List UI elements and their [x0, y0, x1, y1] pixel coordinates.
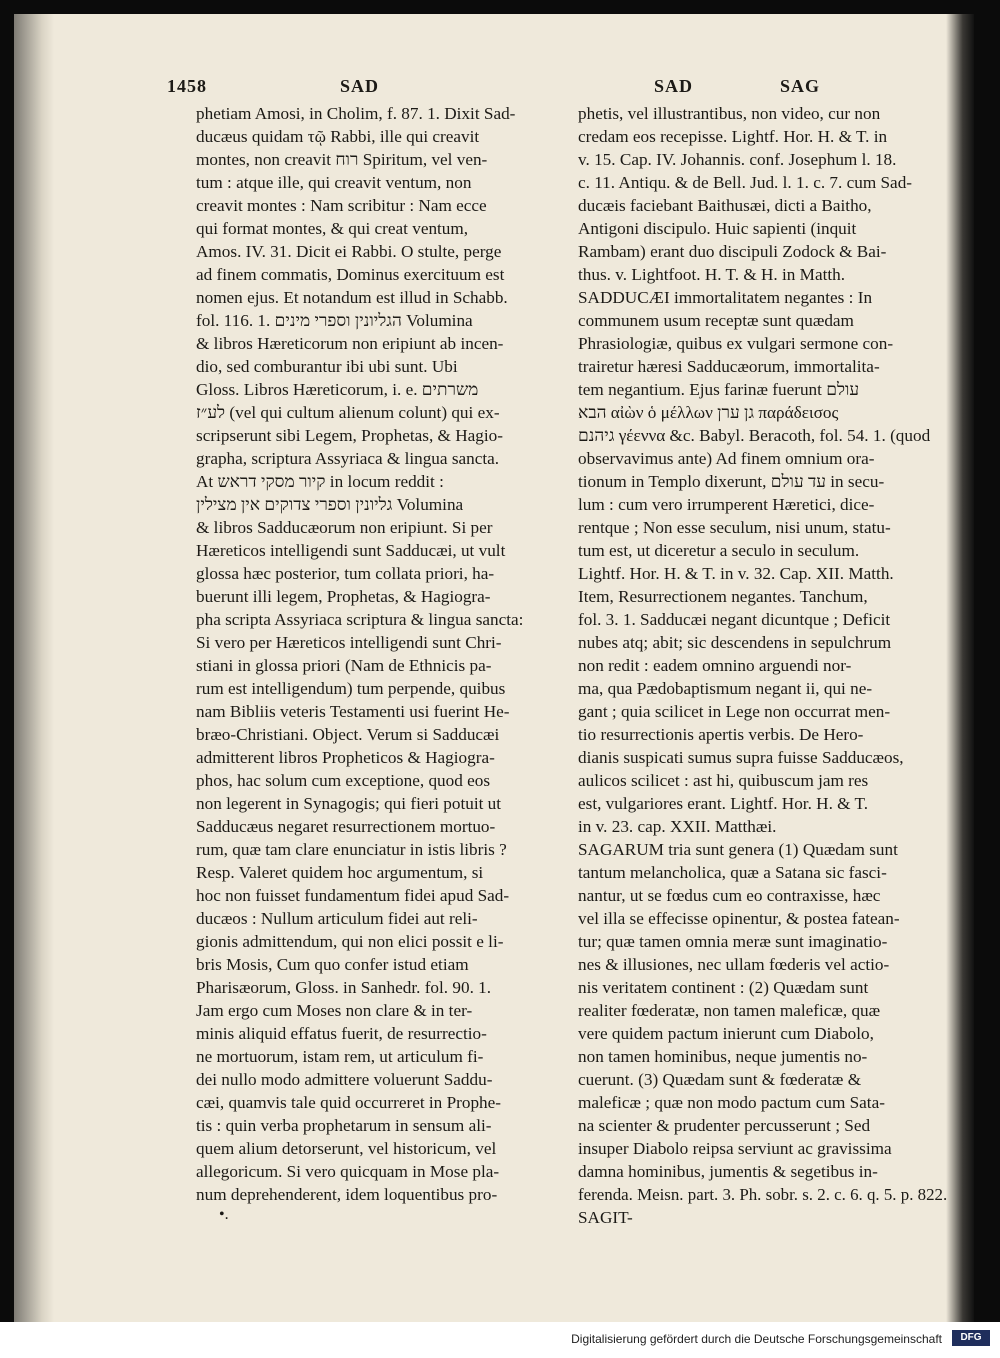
text-line: minis aliquid effatus fuerit, de resurrectio-	[196, 1024, 487, 1043]
text-line: bris Mosis, Cum quo confer istud etiam	[196, 955, 469, 974]
right-text-column	[578, 102, 950, 1229]
text-line: allegoricum. Si vero quicquam in Mose pla-	[196, 1162, 500, 1181]
page-gutter-shadow	[14, 14, 54, 1322]
text-line: realiter fœderatæ, non tamen maleficæ, quæ	[578, 1001, 881, 1020]
text-line: nubes atq; abit; sic descendens in sepulchrum	[578, 633, 892, 652]
text-line: הבא αἰὼν ὁ μέλλων גן ערן παράδεισος	[578, 403, 839, 422]
book-page	[14, 14, 974, 1322]
text-line: non redit : eadem omnino arguendi nor-	[578, 656, 852, 675]
text-line: nis veritatem continent : (2) Quædam sunt	[578, 978, 869, 997]
left-running-head: SAD	[340, 76, 380, 96]
text-line: vere quidem pactum inierunt cum Diabolo,	[578, 1024, 874, 1043]
page-number: 1458	[167, 76, 207, 96]
text-line: scripserunt sibi Legem, Prophetas, & Hagio-	[196, 426, 503, 445]
text-line: rum est intelligendum) tum perpende, quibus	[196, 679, 506, 698]
text-line: stiani in glossa priori (Nam de Ethnicis pa-	[196, 656, 492, 675]
text-line: nes & illusiones, nec ullam fœderis vel actio-	[578, 955, 890, 974]
text-line: Sadducæus negaret resurrectionem mortuo-	[196, 817, 496, 836]
text-line: gant ; quia scilicet in Lege non occurrat men-	[578, 702, 891, 721]
text-line: Lightf. Hor. H. & T. in v. 32. Cap. XII. Matth.	[578, 564, 894, 583]
text-line: glossa hæc posterior, tum collata priori, ha-	[196, 564, 495, 583]
printer-mark: •.	[219, 1206, 229, 1223]
text-line: Antigoni discipulo. Huic sapienti (inquit	[578, 219, 857, 238]
text-line: phos, hac solum cum exceptione, quod eos	[196, 771, 491, 790]
dfg-logo: DFG	[952, 1330, 990, 1346]
text-line: SAGARUM tria sunt genera (1) Quædam sunt	[578, 840, 898, 859]
text-line: Item, Resurrectionem negantes. Tanchum,	[578, 587, 868, 606]
text-line: Rambam) erant duo discipuli Zodock & Bai-	[578, 242, 887, 261]
text-line: rentque ; Non esse seculum, nisi unum, statu-	[578, 518, 891, 537]
text-line: tantum melancholica, quæ a Satana sic fasci-	[578, 863, 887, 882]
text-line: tur; quæ tamen omnia meræ sunt imaginatio-	[578, 932, 888, 951]
text-line: observavimus ante) Ad finem omnium ora-	[578, 449, 875, 468]
text-line: montes, non creavit רוח Spiritum, vel ven-	[196, 150, 488, 169]
text-line: tum est, ut diceretur a seculo in seculum.	[578, 541, 860, 560]
text-line: v. 15. Cap. IV. Johannis. conf. Josephum l. 18.	[578, 150, 897, 169]
text-line: quem alium detorserunt, vel historicum, vel	[196, 1139, 497, 1158]
text-line: לע״ז (vel qui cultum alienum colunt) qui ex-	[196, 403, 500, 422]
text-line: tum : atque ille, qui creavit ventum, non	[196, 173, 472, 192]
text-line: cuerunt. (3) Quædam sunt & fœderatæ &	[578, 1070, 862, 1089]
text-line: גיהנם γέεννα &c. Babyl. Beracoth, fol. 54. 1. (quod	[578, 426, 931, 445]
text-line: num deprehenderent, idem loquentibus pro-	[196, 1185, 498, 1204]
text-line: SAGIT-	[578, 1208, 633, 1227]
text-line: ducæis faciebant Baithusæi, dicti a Baitho,	[578, 196, 872, 215]
text-line: Pharisæorum, Gloss. in Sanhedr. fol. 90. 1.	[196, 978, 492, 997]
text-line: fol. 3. 1. Sadducæi negant dicuntque ; Deficit	[578, 610, 891, 629]
text-line: insuper Diabolo reipsa serviunt ac gravissima	[578, 1139, 892, 1158]
text-line: Phrasiologiæ, quibus ex vulgari sermone con-	[578, 334, 894, 353]
text-line: est, vulgariores erant. Lightf. Hor. H. & T.	[578, 794, 869, 813]
text-line: & libros Hæreticorum non eripiunt ab incen-	[196, 334, 504, 353]
text-line: buerunt illi legem, Prophetas, & Hagiogra-	[196, 587, 491, 606]
text-line: admitterent libros Propheticos & Hagiogra-	[196, 748, 495, 767]
text-line: Hæreticos intelligendi sunt Sadducæi, ut vult	[196, 541, 506, 560]
text-line: rum, quæ tam clare enunciatur in istis libris ?	[196, 840, 507, 859]
text-line: maleficæ ; quæ non modo pactum cum Sata-	[578, 1093, 885, 1112]
text-line: ne mortuorum, istam rem, ut articulum fi-	[196, 1047, 484, 1066]
text-line: phetis, vel illustrantibus, non video, cur non	[578, 104, 881, 123]
text-line: grapha, scriptura Assyriaca & lingua sancta.	[196, 449, 500, 468]
text-line: fol. 116. 1. הגליונין וספרי מינים Volumina	[196, 311, 473, 330]
right-running-head-2: SAG	[780, 76, 821, 96]
text-line: ferenda. Meisn. part. 3. Ph. sobr. s. 2. c. 6. q. 5. p. 822.	[578, 1185, 948, 1204]
text-line: phetiam Amosi, in Cholim, f. 87. 1. Dixit Sad-	[196, 104, 516, 123]
text-line: cæi, quamvis tale quid occurreret in Prophe-	[196, 1093, 501, 1112]
footer-credit: Digitalisierung gefördert durch die Deutsche Forschungsgemeinschaft	[571, 1332, 942, 1346]
text-line: ducæos : Nullum articulum fidei aut reli-	[196, 909, 478, 928]
text-line: lum : cum vero irrumperent Hæretici, dice-	[578, 495, 875, 514]
text-line: Jam ergo cum Moses non clare & in ter-	[196, 1001, 473, 1020]
text-line: aulicos scilicet : ast hi, quibuscum jam res	[578, 771, 869, 790]
text-line: Resp. Valeret quidem hoc argumentum, si	[196, 863, 484, 882]
text-line: ma, qua Pædobaptismum negant ii, qui ne-	[578, 679, 873, 698]
text-line: tionum in Templo dixerunt, עד עולם in secu-	[578, 472, 885, 491]
left-text-column	[196, 102, 552, 1206]
text-line: nam Bibliis veteris Testamenti usi fuerint He-	[196, 702, 510, 721]
text-line: At קיור מסקי דראש in locum reddit :	[196, 472, 444, 491]
text-line: non tamen hominibus, neque jumentis no-	[578, 1047, 868, 1066]
text-line: & libros Sadducæorum non eripiunt. Si per	[196, 518, 493, 537]
text-line: gionis admittendum, qui non elici possit e li-	[196, 932, 504, 951]
text-line: tem negantium. Ejus farinæ fuerunt עולם	[578, 380, 860, 399]
text-line: in v. 23. cap. XXII. Matthæi.	[578, 817, 777, 836]
text-line: Amos. IV. 31. Dicit ei Rabbi. O stulte, perge	[196, 242, 502, 261]
text-line: גליונין וספרי צדוקים אין מצילין Volumina	[196, 495, 464, 514]
digitization-footer	[0, 1322, 1000, 1358]
text-line: hoc non fuisset fundamentum fidei apud Sad-	[196, 886, 510, 905]
text-line: na scienter & prudenter percusserunt ; Sed	[578, 1116, 871, 1135]
text-line: ad finem commatis, Dominus exercituum est	[196, 265, 505, 284]
text-line: tio resurrectionis apertis verbis. De Hero-	[578, 725, 864, 744]
text-line: Gloss. Libros Hæreticorum, i. e. משרתים	[196, 380, 479, 399]
text-line: ducæus quidam τῷ Rabbi, ille qui creavit	[196, 127, 480, 146]
text-line: trairetur hæresi Sadducæorum, immortalita-	[578, 357, 880, 376]
right-running-head-1: SAD	[654, 76, 694, 96]
text-line: SADDUCÆI immortalitatem negantes : In	[578, 288, 873, 307]
text-line: qui format montes, & qui creat ventum,	[196, 219, 469, 238]
text-line: damna hominibus, jumentis & segetibus in-	[578, 1162, 878, 1181]
text-line: tis : quin verba prophetarum in sensum ali-	[196, 1116, 492, 1135]
text-line: pha scripta Assyriaca scriptura & lingua sancta:	[196, 610, 524, 629]
text-line: non legerent in Synagogis; qui fieri potuit ut	[196, 794, 502, 813]
text-line: nomen ejus. Et notandum est illud in Schabb.	[196, 288, 508, 307]
text-line: Si vero per Hæreticos intelligendi sunt Chri-	[196, 633, 502, 652]
text-line: vel illa se effecisse opinentur, & postea fatean-	[578, 909, 900, 928]
text-line: dianis suspicati sumus supra fuisse Sadducæos,	[578, 748, 904, 767]
text-line: c. 11. Antiqu. & de Bell. Jud. l. 1. c. 7. cum Sad-	[578, 173, 913, 192]
text-line: communem usum receptæ sunt quædam	[578, 311, 854, 330]
text-line: nantur, ut se fœdus cum eo contraxisse, hæc	[578, 886, 881, 905]
page-edge-shadow	[946, 14, 974, 1322]
text-line: dio, sed comburantur ibi ubi sunt. Ubi	[196, 357, 458, 376]
text-line: creavit montes : Nam scribitur : Nam ecce	[196, 196, 487, 215]
text-line: dei nullo modo admittere voluerunt Saddu-	[196, 1070, 493, 1089]
text-line: bræo-Christiani. Object. Verum si Sadducæi	[196, 725, 500, 744]
text-line: thus. v. Lightfoot. H. T. & H. in Matth.	[578, 265, 846, 284]
text-line: credam eos recepisse. Lightf. Hor. H. & T. in	[578, 127, 888, 146]
